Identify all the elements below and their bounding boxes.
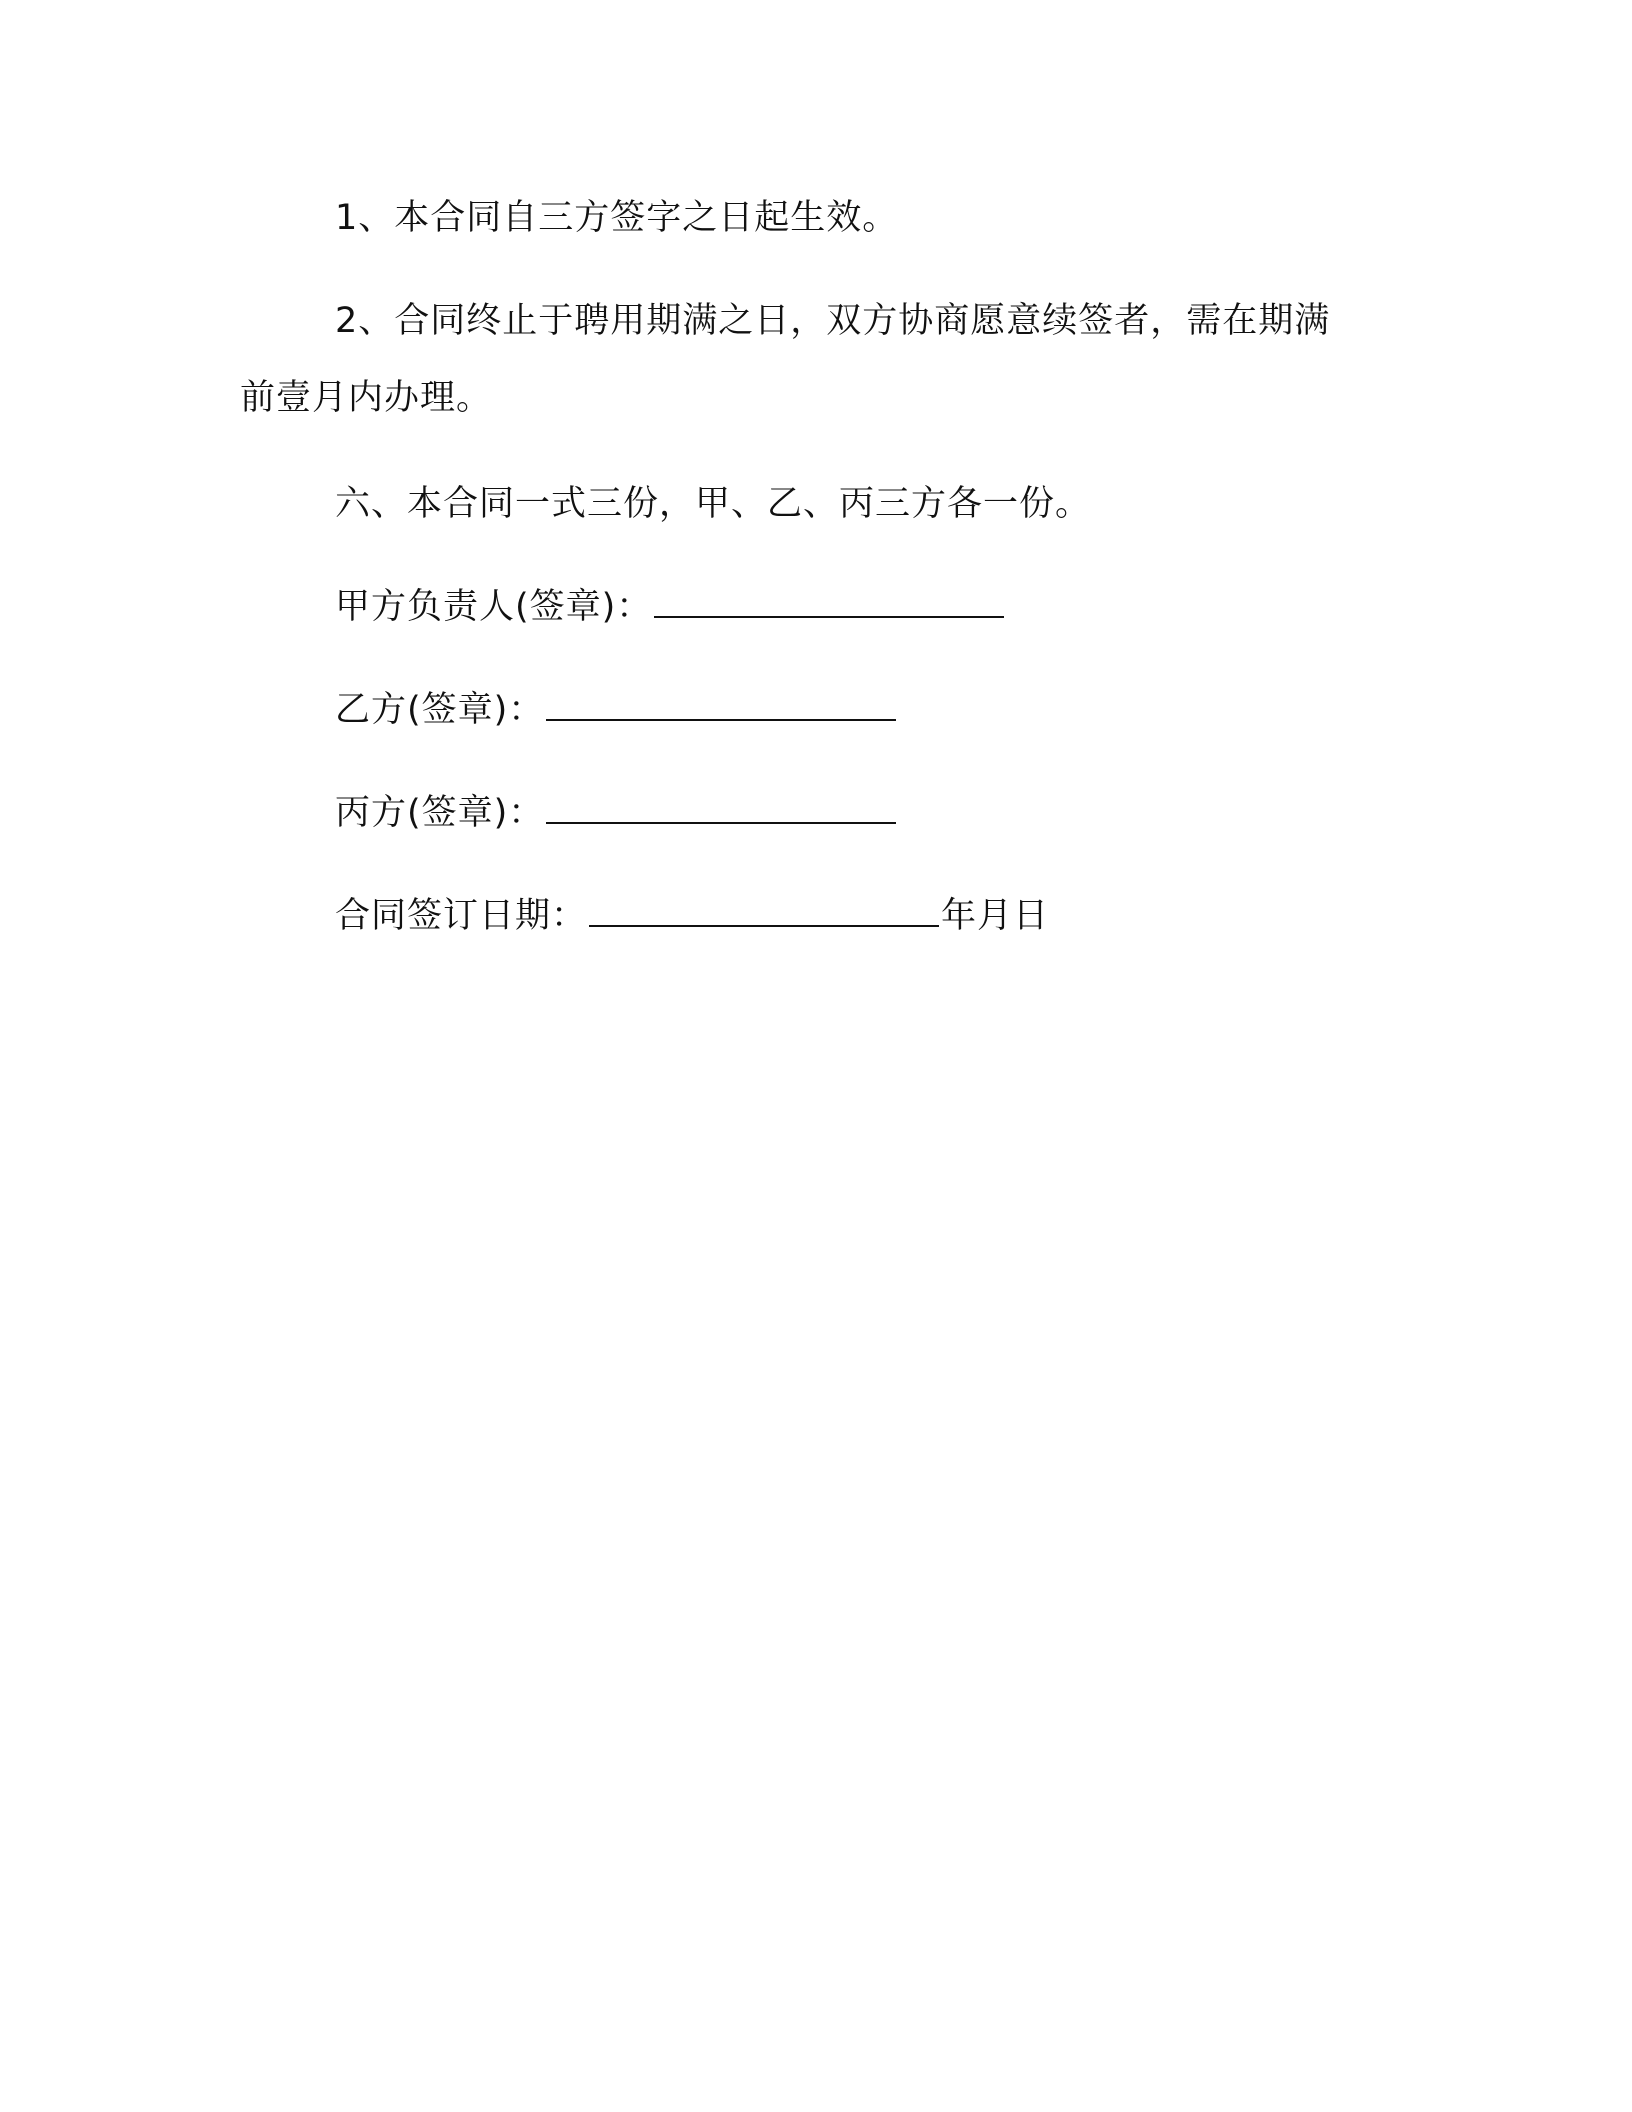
clause-1-text: 1、本合同自三方签字之日起生效。 bbox=[335, 198, 899, 238]
party-c-signature-line bbox=[335, 791, 898, 835]
party-a-signature-line bbox=[335, 585, 1006, 629]
contract-date-line bbox=[335, 894, 1049, 938]
contract-date-suffix: 年月日 bbox=[941, 896, 1050, 936]
clause-2-text-line-1: 2、合同终止于聘用期满之日，双方协商愿意续签者，需在期满 bbox=[335, 301, 1331, 341]
party-c-signature-label: 丙方(签章)： bbox=[335, 793, 545, 833]
party-b-signature-label: 乙方(签章)： bbox=[335, 690, 545, 730]
party-b-signature-blank bbox=[546, 689, 896, 721]
contract-date-blank bbox=[589, 895, 939, 927]
party-b-signature-line bbox=[335, 688, 898, 732]
clause-2-text-line-2: 前壹月内办理。 bbox=[240, 378, 493, 418]
party-a-signature-blank bbox=[654, 586, 1004, 618]
clause-6-text: 六、本合同一式三份，甲、乙、丙三方各一份。 bbox=[335, 484, 1092, 524]
party-a-signature-label: 甲方负责人(签章)： bbox=[335, 587, 653, 627]
contract-date-label: 合同签订日期： bbox=[335, 896, 588, 936]
party-c-signature-blank bbox=[546, 792, 896, 824]
